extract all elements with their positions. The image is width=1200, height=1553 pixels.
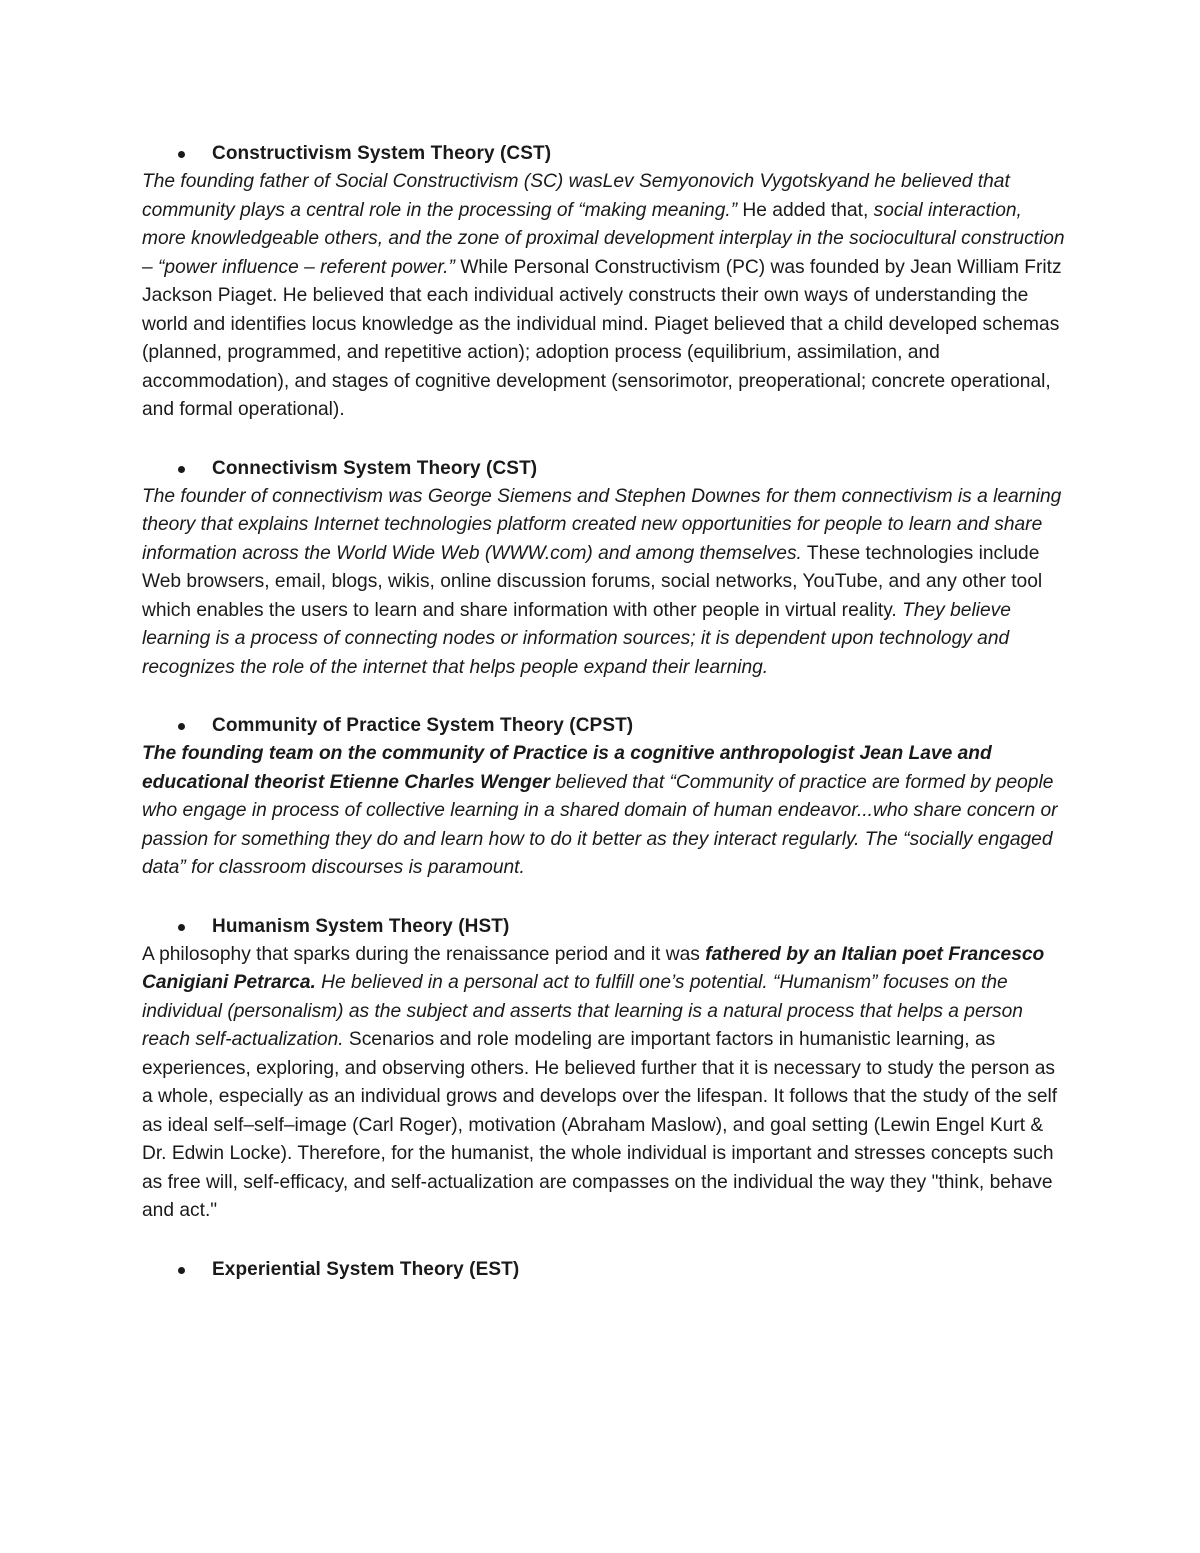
document-page <box>142 140 1067 1314</box>
section-body <box>142 740 1067 883</box>
text-run: He added that, <box>737 199 874 221</box>
text-run: A philosophy that sparks during the renaissance period and it was <box>142 943 706 965</box>
section-heading <box>142 712 1067 740</box>
section-heading <box>142 455 1067 483</box>
bullet-icon <box>178 723 185 730</box>
text-run: believed that “Community of practice are formed by people who engage in process of collective learning in a shared domain of human endeavor...who share concern or passion for something they do and learn how to do it better as they interact regularly. The “socially engaged data” for classroom discourses is paramount. <box>142 771 1058 878</box>
text-run: The founding team on the community of Practice is a cognitive anthropologist Jean Lave and educational theorist Etienne Charles Wenger <box>142 743 992 793</box>
text-run: He believed in a personal act to fulfill one’s potential. “Humanism” focuses on the individual (personalism) as the subject and asserts that learning is a natural process that helps a person reach self-actualization. <box>142 972 1023 1050</box>
section-heading-text: Constructivism System Theory (CST) <box>212 143 552 164</box>
text-run: Scenarios and role modeling are important factors in humanistic learning, as experiences, exploring, and observing others. He believed further that it is necessary to study the person as a whole, especially as an individual grows and develops over the lifespan. It follows that the study of the self as ideal self–self–image (Carl Roger), motivation (Abraham Maslow), and goal setting (Lewin Engel Kurt & Dr. Edwin Locke). Therefore, for the humanist, the whole individual is important and stresses concepts such as free will, self-efficacy, and self-actualization are compasses on the individual the way they "think, behave and act." <box>142 1029 1058 1221</box>
section-heading-text: Connectivism System Theory (CST) <box>212 457 538 479</box>
section-heading <box>142 913 1067 941</box>
section-heading <box>142 1256 1067 1284</box>
text-run: While Personal Constructivism (PC) was founded by Jean William Fritz Jackson Piaget. He believed that each individual actively constructs their own ways of understanding the world and identifies locus knowledge as the individual mind. Piaget believed that a child developed schemas (planned, programmed, and repetitive action); adoption process (equilibrium, assimilation, and accommodation), and stages of cognitive development (sensorimotor, preoperational; concrete operational, and formal operational). <box>142 256 1062 420</box>
bullet-icon <box>178 466 185 473</box>
bullet-icon <box>178 151 185 158</box>
section-heading-text: Humanism System Theory (HST) <box>212 915 510 937</box>
section <box>142 712 1067 883</box>
text-run: The founding father of Social Constructivism (SC) wasLev Semyonovich Vygotskyand he believed that community plays a central role in the processing of “making meaning.” <box>142 171 1010 221</box>
bullet-icon <box>178 1267 185 1274</box>
section-heading-text: Experiential System Theory (EST) <box>212 1258 520 1280</box>
section <box>142 455 1067 683</box>
text-run: They believe learning is a process of connecting nodes or information sources; it is dependent upon technology and recognizes the role of the internet that helps people expand their learning. <box>142 599 1011 678</box>
text-run: The founder of connectivism was George Siemens and Stephen Downes for them connectivism is a learning theory that explains Internet technologies platform created new opportunities for people to learn and share information across the World Wide Web (WWW.com) and among themselves. <box>142 485 1062 564</box>
text-run: These technologies include Web browsers, email, blogs, wikis, online discussion forums, social networks, YouTube, and any other tool which enables the users to learn and share information with other people in virtual reality. <box>142 542 1043 621</box>
section <box>142 140 1067 425</box>
bullet-icon <box>178 924 185 931</box>
section-body <box>142 168 1067 425</box>
section <box>142 913 1067 1226</box>
section-heading <box>142 140 1067 168</box>
section-body <box>142 483 1067 683</box>
section <box>142 1256 1067 1284</box>
section-heading-text: Community of Practice System Theory (CPST) <box>212 715 634 736</box>
text-run: social interaction, more knowledgeable others, and the zone of proximal development interplay in the sociocultural construction – “power influence – referent power.” <box>142 199 1065 278</box>
text-run: fathered by an Italian poet Francesco Canigiani Petrarca. <box>142 943 1045 993</box>
section-body <box>142 941 1067 1226</box>
